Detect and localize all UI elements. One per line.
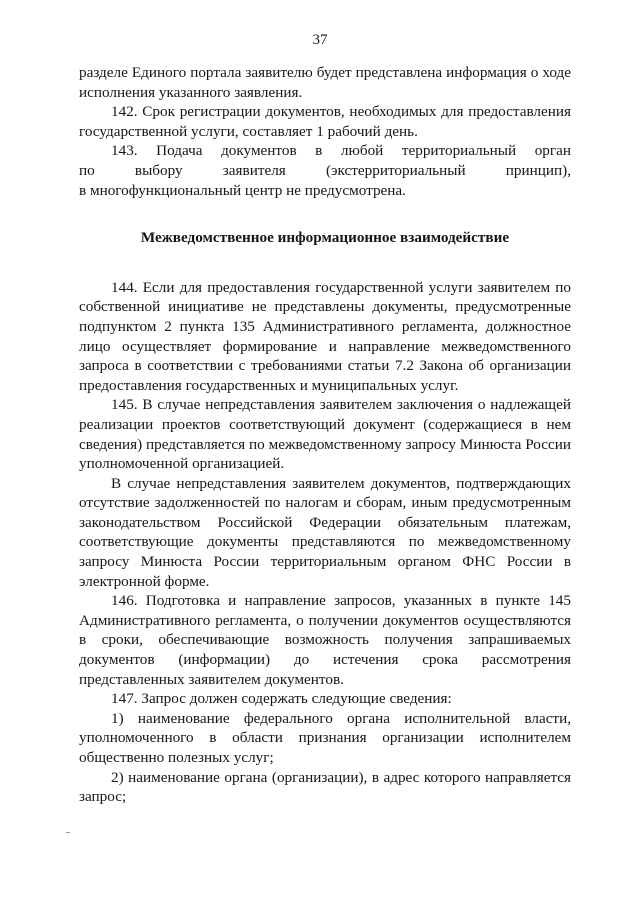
document-body	[79, 63, 571, 807]
paragraph-146: 146. Подготовка и направление запросов, указанных в пункте 145 Административного регламента, о получении документов осуществляются в сроки, обеспечивающие возможность получения запрашиваемых документов (информации) до истечения срока рассмотрения представленных заявителем документов.	[79, 592, 571, 688]
page-number: 37	[312, 32, 328, 48]
paragraph-143-line-1: 143. Подача документов в любой территориальный орган	[111, 142, 571, 160]
list-item-2: 2) наименование органа (организации), в адрес которого направляется запрос;	[79, 768, 571, 806]
paragraph-145: 145. В случае непредставления заявителем заключения о надлежащей реализации проектов соответствующий документ (содержащиеся в нем сведения) представляется по межведомственному запросу Минюста России уполномоченной организацией.	[79, 396, 571, 473]
paragraph-147: 147. Запрос должен содержать следующие сведения:	[111, 690, 452, 708]
paragraph-143-line-2: по выбору заявителя (экстерриториальный принцип),	[79, 161, 571, 179]
paragraph-143-line-3: в многофункциональный центр не предусмотрена.	[79, 181, 406, 199]
paragraph-143	[79, 141, 571, 200]
section-heading: Межведомственное информационное взаимодействие	[140, 229, 510, 247]
paragraph-continuation: разделе Единого портала заявителю будет представлена информация о ходе исполнения указанного заявления.	[79, 64, 571, 101]
paragraph-144: 144. Если для предоставления государственной услуги заявителем по собственной инициативе не представлены документы, предусмотренные подпунктом 2 пункта 135 Административного регламента, должностное лицо осуществляет формирование и направление межведомственного запроса в соответствии с требованиями статьи 7.2 Закона об организации предоставления государственных и муниципальных услуг.	[79, 278, 571, 394]
paragraph-145-continued: В случае непредставления заявителем документов, подтверждающих отсутствие задолженностей по налогам и сборам, иным предусмотренным законодательством Российской Федерации обязательным платежам, соответствующие документы представляются по межведомственному запросу Минюста России территориальным органом ФНС России в электронной форме.	[79, 474, 571, 590]
list-item-1: 1) наименование федерального органа исполнительной власти, уполномоченного в области признания организации исполнителем общественно полезных услуг;	[79, 709, 571, 766]
paragraph-142: 142. Срок регистрации документов, необходимых для предоставления государственной услуги, составляет 1 рабочий день.	[79, 103, 571, 140]
scan-mark	[66, 832, 70, 833]
